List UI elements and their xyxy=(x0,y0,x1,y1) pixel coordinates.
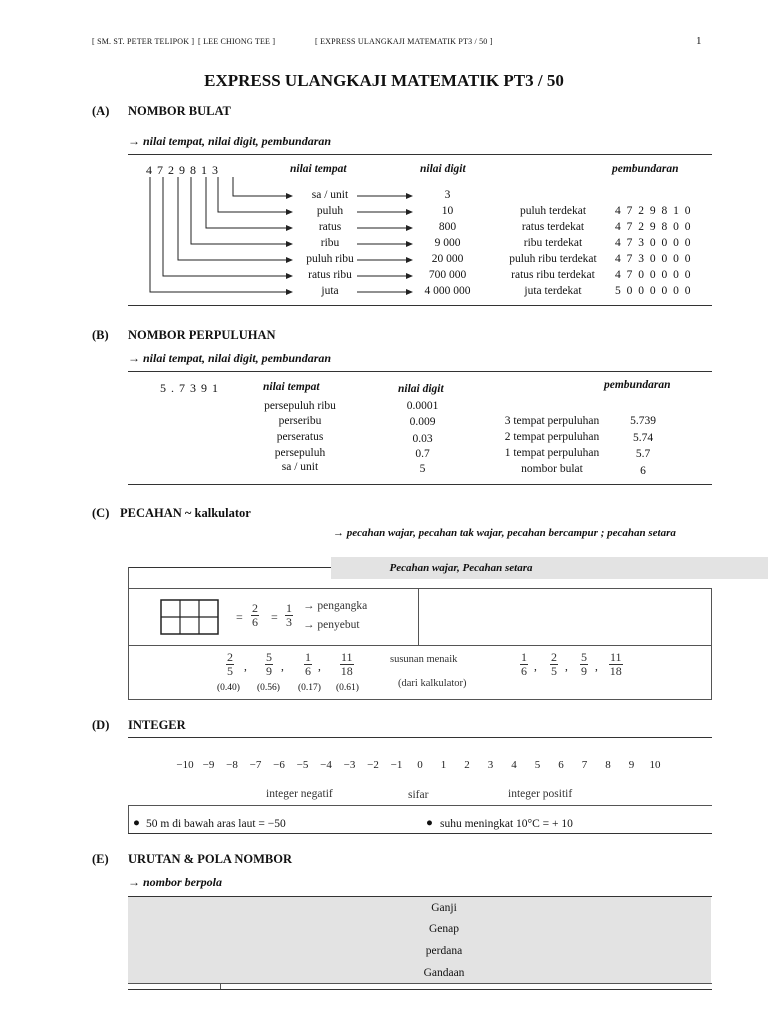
comma: , xyxy=(565,661,568,673)
integer-zero-label: sifar xyxy=(408,789,429,801)
section-b-number: 5 . 7 3 9 1 xyxy=(160,381,219,395)
section-a-label: (A) xyxy=(92,104,110,118)
a-place-0: sa / unit xyxy=(311,189,349,201)
section-a-heading: NOMBOR BULAT xyxy=(128,104,231,118)
b-round-value-2: 5.74 xyxy=(632,432,654,444)
section-c-sub: → pecahan wajar, pecahan tak wajar, pecahan bercampur ; pecahan setara xyxy=(333,527,676,539)
integer-item: 1 xyxy=(440,759,447,771)
section-c-topline xyxy=(128,567,331,568)
a-place-1: puluh xyxy=(316,205,344,217)
sorted-fraction: $\frac{2}{5}$ xyxy=(551,650,557,678)
b-round-label-1: 3 tempat perpuluhan xyxy=(504,415,600,427)
integer-item: −9 xyxy=(202,759,215,771)
comma: , xyxy=(595,661,598,673)
section-a-col-place: nilai tempat xyxy=(290,163,347,175)
a-round-label-6: juta terdekat xyxy=(524,285,582,297)
integer-item: −3 xyxy=(343,759,356,771)
page-title: EXPRESS ULANGKAJI MATEMATIK PT3 / 50 xyxy=(204,71,564,90)
b-digit-2: 0.03 xyxy=(412,433,433,445)
integer-item: 7 xyxy=(581,759,588,771)
section-b-col-place: nilai tempat xyxy=(263,381,320,393)
section-b-heading: NOMBOR PERPULUHAN xyxy=(128,328,276,342)
equals-1: = xyxy=(236,610,243,624)
section-c-left-edge xyxy=(128,567,129,699)
a-digit-0: 3 xyxy=(444,189,451,201)
fraction-item: $\frac{11}{18}$ xyxy=(340,650,353,678)
integer-item: −1 xyxy=(390,759,403,771)
equals-2: = xyxy=(271,610,278,624)
sorted-fraction: $\frac{11}{18}$ xyxy=(609,650,622,678)
pattern-item: Genap xyxy=(428,923,459,935)
header-doc: [ EXPRESS ULANGKAJI MATEMATIK PT3 / 50 ] xyxy=(315,37,493,46)
integer-item: 8 xyxy=(605,759,611,771)
section-a-col-digit: nilai digit xyxy=(420,163,466,175)
b-digit-1: 0.009 xyxy=(409,416,436,428)
section-e-bottomline xyxy=(128,989,712,990)
section-e-line xyxy=(128,983,712,984)
pattern-item: perdana xyxy=(425,945,463,957)
a-digit-1: 10 xyxy=(441,205,454,217)
comma: , xyxy=(281,661,284,673)
integer-example-2: suhu meningkat 10°C = + 10 xyxy=(440,818,573,830)
a-round-label-4: puluh ribu terdekat xyxy=(509,253,597,265)
decimal-item: (0.56) xyxy=(257,683,280,693)
b-digit-3: 0.7 xyxy=(415,448,430,460)
comma: , xyxy=(318,661,321,673)
section-c-line1 xyxy=(128,588,712,589)
integer-item: −10 xyxy=(176,759,194,771)
a-place-4: puluh ribu xyxy=(306,253,354,265)
fraction-item: $\frac{5}{9}$ xyxy=(266,650,272,678)
a-round-value-6: 5 0 0 0 0 0 0 xyxy=(615,285,692,297)
eq-fraction-1: $\frac{2}{6}$ xyxy=(252,601,258,629)
integer-item: −8 xyxy=(226,759,238,771)
b-round-value-1: 5.739 xyxy=(630,415,656,427)
b-place-2: perseratus xyxy=(276,431,324,443)
fraction-item: $\frac{2}{5}$ xyxy=(227,650,233,678)
b-place-3: persepuluh xyxy=(274,447,326,459)
section-b-label: (B) xyxy=(92,328,109,342)
pattern-item: Ganji xyxy=(431,902,457,914)
section-e-heading: URUTAN & POLA NOMBOR xyxy=(128,852,293,866)
a-place-5: ratus ribu xyxy=(308,269,352,281)
integer-item: −2 xyxy=(367,759,379,771)
integer-item: 4 xyxy=(511,759,517,771)
integer-item: −6 xyxy=(273,759,285,771)
integer-number-line xyxy=(176,759,661,775)
a-digit-6: 4 000 000 xyxy=(424,285,471,297)
a-round-value-1: 4 7 2 9 8 1 0 xyxy=(615,205,692,217)
section-d-bottomline xyxy=(128,833,712,834)
decimal-item: (0.61) xyxy=(336,683,359,693)
section-d-topline xyxy=(128,737,712,738)
a-round-value-3: 4 7 3 0 0 0 0 xyxy=(615,237,692,249)
a-place-6: juta xyxy=(321,285,339,297)
calc-label: (dari kalkulator) xyxy=(398,678,467,689)
integer-negative-label: integer negatif xyxy=(266,788,333,800)
integer-item: −5 xyxy=(296,759,309,771)
section-d-left-edge xyxy=(128,805,129,833)
sorted-fraction: $\frac{1}{6}$ xyxy=(521,650,527,678)
integer-item: 5 xyxy=(534,759,541,771)
b-round-label-3: 1 tempat perpuluhan xyxy=(504,447,600,459)
integer-example-1: 50 m di bawah aras laut = −50 xyxy=(146,818,286,830)
section-c-heading: PECAHAN ~ kalkulator xyxy=(120,506,251,520)
section-e-divider xyxy=(220,983,221,989)
section-d-heading: INTEGER xyxy=(128,718,186,732)
section-c-divider xyxy=(418,588,419,645)
decimal-item: (0.17) xyxy=(298,683,321,693)
b-round-label-4: nombor bulat xyxy=(521,463,583,475)
b-round-value-3: 5.7 xyxy=(635,448,651,460)
bullet-icon: ● xyxy=(133,817,140,829)
header-school: [ SM. ST. PETER TELIPOK ] xyxy=(92,37,195,46)
section-c-line2 xyxy=(128,645,712,646)
integer-item: 0 xyxy=(417,759,423,771)
a-round-label-5: ratus ribu terdekat xyxy=(511,269,595,281)
integer-item: 9 xyxy=(628,759,635,771)
b-round-label-2: 2 tempat perpuluhan xyxy=(504,431,600,443)
section-a-number: 4 7 2 9 8 1 3 xyxy=(146,163,219,177)
a-digit-5: 700 000 xyxy=(428,269,467,281)
fraction-grid-icon xyxy=(160,599,220,636)
a-round-label-3: ribu terdekat xyxy=(523,237,583,249)
section-d-midline xyxy=(128,805,712,806)
sorted-fraction: $\frac{5}{9}$ xyxy=(581,650,587,678)
section-d-label: (D) xyxy=(92,718,110,732)
denominator-label: → penyebut xyxy=(303,619,360,631)
comma: , xyxy=(534,661,537,673)
a-place-3: ribu xyxy=(320,237,340,249)
section-c-right-edge xyxy=(711,588,712,699)
eq-fraction-2: $\frac{1}{3}$ xyxy=(286,601,292,629)
page-number: 1 xyxy=(696,35,702,47)
pattern-item: Gandaan xyxy=(423,967,465,979)
section-e-sub: → nombor berpola xyxy=(128,875,223,889)
a-digit-2: 800 xyxy=(438,221,457,233)
section-c-banner: Pecahan wajar, Pecahan setara xyxy=(389,562,533,574)
a-digit-3: 9 000 xyxy=(434,237,461,249)
section-a-sub: → nilai tempat, nilai digit, pembundaran xyxy=(128,134,332,148)
header-author: [ LEE CHIONG TEE ] xyxy=(198,37,276,46)
b-round-value-4: 6 xyxy=(640,465,646,477)
section-c-label: (C) xyxy=(92,506,110,520)
b-digit-0: 0.0001 xyxy=(406,400,439,412)
decimal-item: (0.40) xyxy=(217,683,240,693)
section-b-col-round: pembundaran xyxy=(604,379,671,391)
section-a-col-round: pembundaran xyxy=(612,163,679,175)
a-round-value-4: 4 7 3 0 0 0 0 xyxy=(615,253,692,265)
fraction-item: $\frac{1}{6}$ xyxy=(305,650,311,678)
a-round-label-2: ratus terdekat xyxy=(521,221,585,233)
b-place-4: sa / unit xyxy=(281,461,319,473)
section-e-label: (E) xyxy=(92,852,109,866)
section-b-sub: → nilai tempat, nilai digit, pembundaran xyxy=(128,351,332,365)
a-digit-4: 20 000 xyxy=(431,253,464,265)
integer-item: 10 xyxy=(649,759,661,771)
integer-item: −4 xyxy=(320,759,332,771)
b-place-1: perseribu xyxy=(278,415,322,427)
integer-item: −7 xyxy=(249,759,262,771)
a-round-value-2: 4 7 2 9 8 0 0 xyxy=(615,221,692,233)
a-place-2: ratus xyxy=(318,221,342,233)
comma: , xyxy=(244,661,247,673)
integer-positive-label: integer positif xyxy=(508,788,573,800)
bullet-icon: ● xyxy=(426,817,433,829)
numerator-label: → pengangka xyxy=(303,600,368,612)
integer-item: 2 xyxy=(464,759,470,771)
a-round-value-5: 4 7 0 0 0 0 0 xyxy=(615,269,692,281)
a-round-label-1: puluh terdekat xyxy=(519,205,587,217)
integer-item: 6 xyxy=(558,759,564,771)
section-c-line3 xyxy=(128,699,712,700)
b-digit-4: 5 xyxy=(419,463,426,475)
integer-item: 3 xyxy=(487,759,494,771)
section-b-col-digit: nilai digit xyxy=(398,383,444,395)
order-label: susunan menaik xyxy=(390,654,458,665)
b-place-0: persepuluh ribu xyxy=(264,400,336,412)
